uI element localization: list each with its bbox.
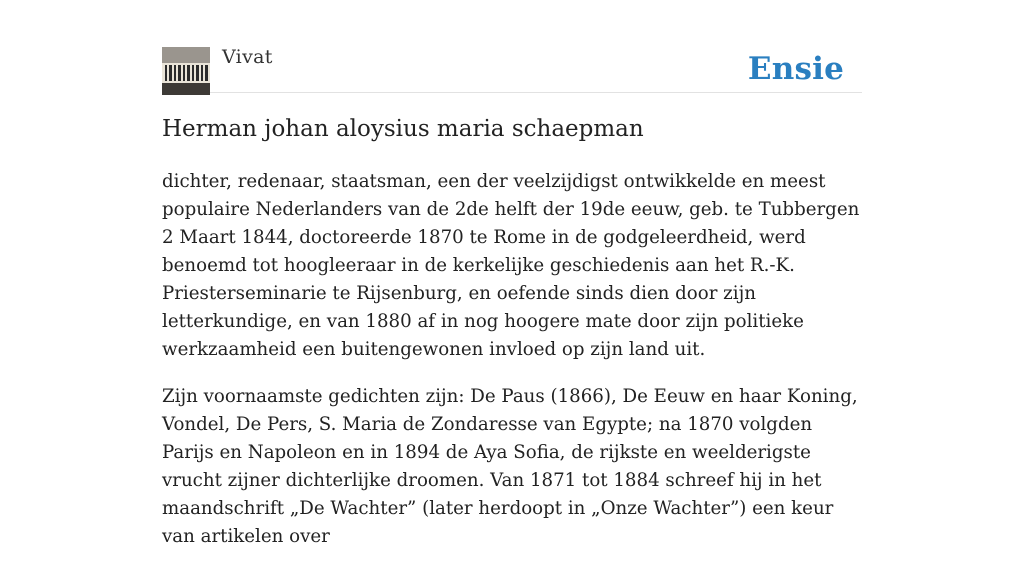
page — [162, 0, 862, 547]
header — [162, 0, 862, 93]
article-title: Herman johan aloysius maria schaepman — [162, 116, 644, 142]
book-collection-icon[interactable] — [162, 47, 210, 95]
article-paragraph: Zijn voornaamste gedichten zijn: De Paus (1866), De Eeuw en haar Koning, Vondel, De Pers, S. Maria de Zondaresse van Egypte; na 1870 volgden Parijs en Napoleon en in 1894 de Aya Sofia, de rijkste en weelderigste vrucht zijner dichterlijke droomen. Van 1871 tot 1884 schreef hij in het maandschrift „De Wachter” (later herdoopt in „Onze Wachter”) een keur van artikelen over — [162, 386, 858, 547]
article-body — [162, 168, 862, 570]
collection-name[interactable]: Vivat — [222, 46, 273, 68]
brand-logo[interactable]: Ensie — [747, 51, 844, 87]
article-paragraph: dichter, redenaar, staatsman, een der veelzijdigst ontwikkelde en meest populaire Nederlanders van de 2de helft der 19de eeuw, geb. te Tubbergen 2 Maart 1844, doctoreerde 1870 te Rome in de godgeleerdheid, werd benoemd tot hoogleeraar in de kerkelijke geschiedenis aan het R.-K. Priesterseminarie te Rijsenburg, en oefende sinds dien door zijn letterkundige, en van 1880 af in nog hoogere mate door zijn politieke werkzaamheid een buitengewonen invloed op zijn land uit. — [162, 171, 860, 360]
